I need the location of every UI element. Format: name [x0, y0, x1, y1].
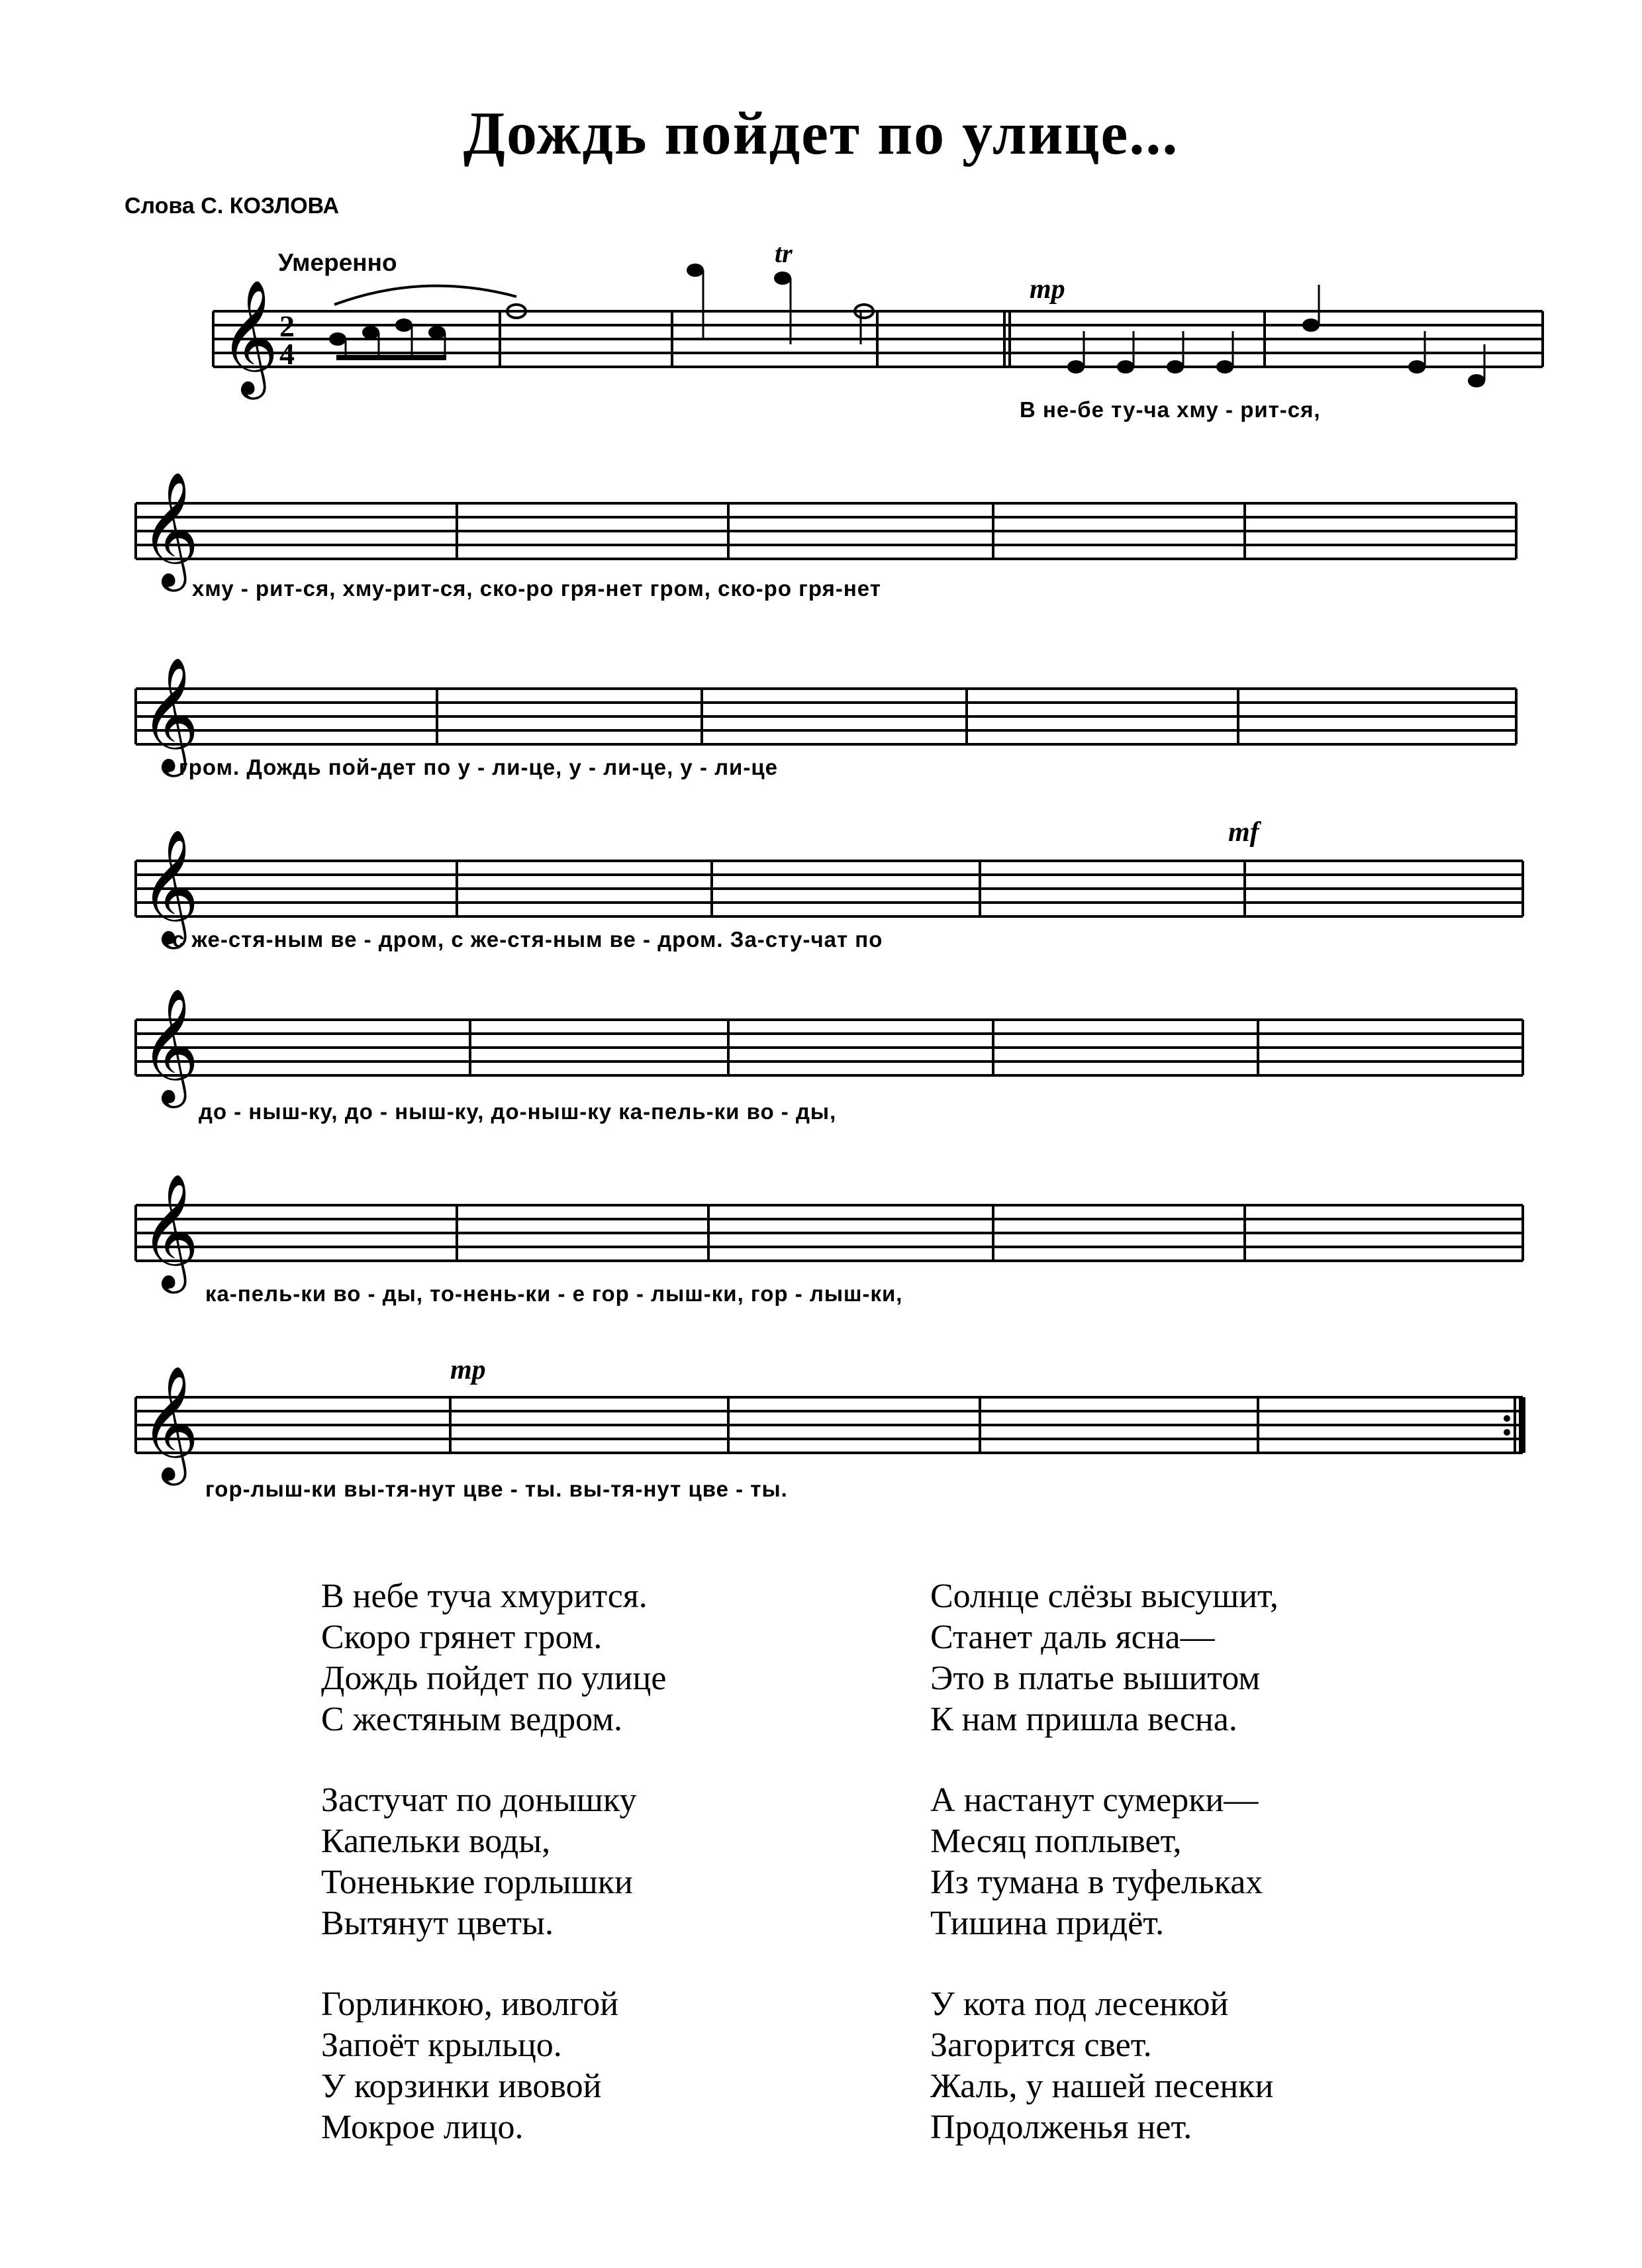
repeat-dot — [1504, 1429, 1510, 1436]
song-title: Дождь пойдет по улице... — [463, 99, 1179, 167]
note — [1167, 360, 1184, 373]
verse-line: Тишина придёт. — [930, 1904, 1165, 1942]
time-signature-top: 2 — [279, 309, 295, 343]
treble-clef-icon: 𝄞 — [140, 471, 199, 587]
beam — [336, 355, 446, 360]
note — [1067, 360, 1085, 373]
verse-line: У кота под лесенкой — [930, 1985, 1229, 2023]
verse-line: Солнце слёзы высушит, — [930, 1577, 1279, 1615]
note — [329, 332, 346, 346]
staff-system-3 — [0, 657, 1642, 795]
verse-line: Мокрое лицо. — [321, 2108, 524, 2146]
verse-line: Жаль, у нашей песенки — [930, 2067, 1274, 2105]
lyric-line-7: гор-лыш-ки вы-тя-нут цве - ты. вы-тя-нут цве - ты. — [205, 1477, 788, 1501]
staff-system-7 — [0, 1351, 1642, 1510]
lyric-line-3: гром. Дождь пой-дет по у - ли-це, у - ли-це, у - ли-це — [179, 755, 778, 779]
note — [428, 326, 446, 339]
verse-line: В небе туча хмурится. — [321, 1577, 648, 1615]
note — [362, 326, 379, 339]
note — [687, 264, 704, 277]
staff-system-6 — [0, 1173, 1642, 1318]
verse-line: С жестяным ведром. — [321, 1701, 623, 1738]
stanza — [321, 1780, 666, 1944]
lyric-line-2: хму - рит-ся, хму-рит-ся, ско-ро гря-нет гром, ско-ро гря-нет — [192, 576, 881, 601]
verse-line: Застучат по донышку — [321, 1781, 637, 1819]
note — [774, 271, 791, 285]
lyric-line-6: ка-пель-ки во - ды, то-нень-ки - е гор - лыш-ки, гор - лыш-ки, — [205, 1281, 903, 1306]
treble-clef-icon: 𝄞 — [140, 829, 199, 944]
lyric-line-5: до - ныш-ку, до - ныш-ку, до-ныш-ку ка-пель-ки во - ды, — [199, 1099, 837, 1124]
stanza — [321, 1984, 666, 2148]
lyric-line-4: с же-стя-ным ве - дром, с же-стя-ным ве - дром. За-сту-чат по — [172, 927, 883, 952]
treble-clef-icon: 𝄞 — [220, 279, 279, 395]
note — [1408, 360, 1425, 373]
verse-line: Загорится свет. — [930, 2026, 1152, 2064]
dynamic-mp: mp — [1030, 274, 1065, 305]
note — [1468, 374, 1485, 387]
verse-line: Продолженья нет. — [930, 2108, 1192, 2146]
dynamic-mp-2: mp — [450, 1355, 486, 1385]
verse-line: Месяц поплывет, — [930, 1822, 1182, 1860]
note — [1302, 319, 1320, 332]
staff-system-4 — [0, 817, 1642, 967]
verse-line: Это в платье вышитом — [930, 1659, 1261, 1697]
verse-line: Капельки воды, — [321, 1822, 551, 1860]
verse-line: Тоненькие горлышки — [321, 1863, 633, 1901]
treble-clef-icon: 𝄞 — [140, 657, 199, 772]
dynamic-mf: mf — [1228, 817, 1259, 848]
verses-left-column — [321, 1576, 666, 2188]
verse-line: Станет даль ясна— — [930, 1618, 1215, 1656]
verse-line: К нам пришла весна. — [930, 1701, 1237, 1738]
verse-line: Вытянут цветы. — [321, 1904, 554, 1942]
treble-clef-icon: 𝄞 — [140, 1173, 199, 1289]
staff-system-5 — [0, 988, 1642, 1132]
repeat-dot — [1504, 1415, 1510, 1422]
verse-line: У корзинки ивовой — [321, 2067, 602, 2105]
verse-line: Скоро грянет гром. — [321, 1618, 603, 1656]
lyricist-credit: Слова С. КОЗЛОВА — [124, 193, 340, 219]
verses-right-column — [930, 1576, 1279, 2188]
staff-notation-2 — [0, 471, 1642, 622]
tempo-marking: Умеренно — [278, 249, 397, 276]
verse-line: Запоёт крыльцо. — [321, 2026, 562, 2064]
treble-clef-icon: 𝄞 — [140, 988, 199, 1103]
final-barline — [1519, 1397, 1525, 1453]
note — [395, 319, 412, 332]
staff-system-2 — [0, 471, 1642, 622]
lyric-line-1: В не-бе ту-ча хму - рит-ся, — [1020, 397, 1321, 422]
verse-line: Из тумана в туфельках — [930, 1863, 1263, 1901]
stanza — [930, 1780, 1279, 1944]
stanza — [321, 1576, 666, 1740]
verse-line: Дождь пойдет по улице — [321, 1659, 667, 1697]
stanza — [930, 1576, 1279, 1740]
time-signature-bottom: 4 — [279, 337, 295, 371]
note — [1216, 360, 1233, 373]
stanza — [930, 1984, 1279, 2148]
note — [1117, 360, 1134, 373]
verse-line: Горлинкою, иволгой — [321, 1985, 619, 2023]
trill-marking: tr — [775, 238, 793, 268]
verse-line: А настанут сумерки— — [930, 1781, 1259, 1819]
treble-clef-icon: 𝄞 — [140, 1365, 199, 1481]
